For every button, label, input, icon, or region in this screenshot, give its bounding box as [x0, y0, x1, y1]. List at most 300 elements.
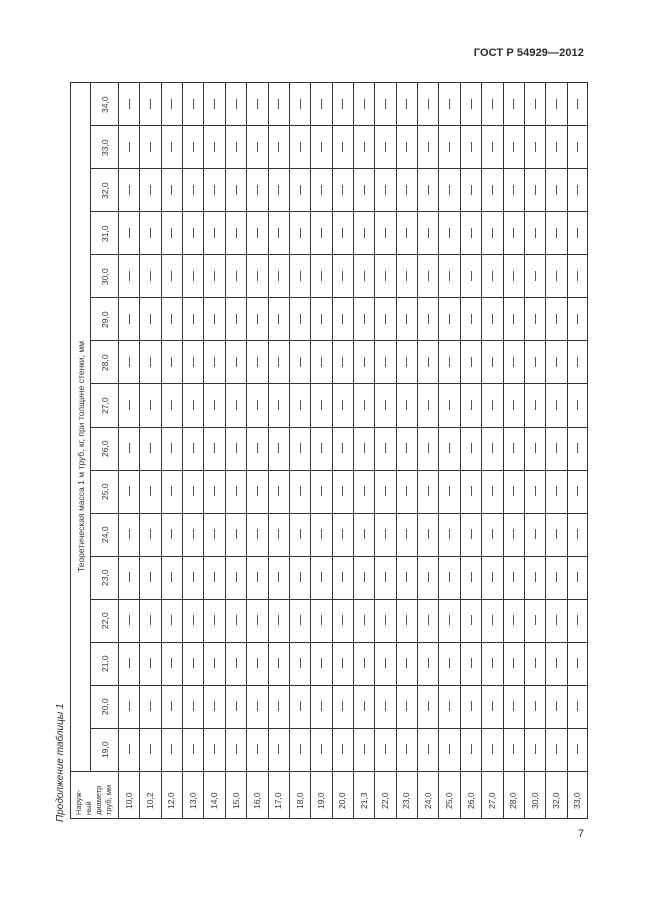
empty-value-cell [449, 357, 450, 367]
row-rule [90, 125, 588, 126]
empty-value-cell [321, 99, 322, 109]
empty-value-cell [364, 185, 365, 195]
empty-value-cell [236, 572, 237, 582]
empty-value-cell [129, 357, 130, 367]
empty-value-cell [214, 486, 215, 496]
empty-value-cell [214, 443, 215, 453]
empty-value-cell [428, 701, 429, 711]
empty-value-cell [129, 486, 130, 496]
empty-value-cell [171, 443, 172, 453]
empty-value-cell [278, 99, 279, 109]
empty-value-cell [492, 744, 493, 754]
empty-value-cell [449, 185, 450, 195]
empty-value-cell [193, 529, 194, 539]
row-rule [90, 556, 588, 557]
wall-thickness-label: 23,0 [100, 569, 110, 587]
empty-value-cell [364, 400, 365, 410]
empty-value-cell [171, 529, 172, 539]
empty-value-cell [513, 314, 514, 324]
column-rule [332, 82, 333, 819]
empty-value-cell [193, 744, 194, 754]
empty-value-cell [577, 443, 578, 453]
empty-value-cell [406, 572, 407, 582]
empty-value-cell [236, 744, 237, 754]
wall-thickness-label: 28,0 [100, 354, 110, 371]
empty-value-cell [236, 486, 237, 496]
row-rule [90, 254, 588, 255]
empty-value-cell [193, 99, 194, 109]
empty-value-cell [471, 271, 472, 281]
empty-value-cell [278, 314, 279, 324]
empty-value-cell [321, 271, 322, 281]
empty-value-cell [236, 228, 237, 238]
empty-value-cell [321, 529, 322, 539]
empty-value-cell [300, 572, 301, 582]
empty-value-cell [321, 486, 322, 496]
empty-value-cell [236, 529, 237, 539]
empty-value-cell [428, 572, 429, 582]
column-rule [118, 82, 119, 819]
empty-value-cell [129, 99, 130, 109]
empty-value-cell [278, 357, 279, 367]
empty-value-cell [406, 314, 407, 324]
empty-value-cell [449, 486, 450, 496]
empty-value-cell [428, 400, 429, 410]
empty-value-cell [535, 400, 536, 410]
empty-value-cell [214, 142, 215, 152]
empty-value-cell [449, 744, 450, 754]
empty-value-cell [406, 99, 407, 109]
empty-value-cell [364, 486, 365, 496]
empty-value-cell [556, 443, 557, 453]
empty-value-cell [171, 271, 172, 281]
empty-value-cell [342, 529, 343, 539]
empty-value-cell [129, 142, 130, 152]
empty-value-cell [364, 572, 365, 582]
empty-value-cell [513, 228, 514, 238]
empty-value-cell [129, 744, 130, 754]
column-rule [161, 82, 162, 819]
empty-value-cell [556, 701, 557, 711]
empty-value-cell [193, 572, 194, 582]
empty-value-cell [257, 744, 258, 754]
empty-value-cell [428, 357, 429, 367]
column-rule [587, 82, 588, 819]
empty-value-cell [300, 400, 301, 410]
empty-value-cell [471, 185, 472, 195]
empty-value-cell [385, 658, 386, 668]
column-rule [70, 82, 71, 819]
empty-value-cell [577, 99, 578, 109]
wall-thickness-label: 30,0 [100, 268, 110, 285]
wall-thickness-label: 33,0 [100, 139, 110, 156]
empty-value-cell [321, 357, 322, 367]
empty-value-cell [193, 658, 194, 668]
outer-diameter-label: 13,0 [187, 792, 198, 809]
empty-value-cell [214, 701, 215, 711]
empty-value-cell [129, 701, 130, 711]
empty-value-cell [471, 99, 472, 109]
column-rule [481, 82, 482, 819]
empty-value-cell [471, 701, 472, 711]
empty-value-cell [257, 228, 258, 238]
empty-value-cell [577, 357, 578, 367]
empty-value-cell [535, 443, 536, 453]
empty-value-cell [577, 228, 578, 238]
empty-value-cell [171, 142, 172, 152]
empty-value-cell [492, 99, 493, 109]
column-rule [289, 82, 290, 819]
empty-value-cell [193, 185, 194, 195]
column-rule [203, 82, 204, 819]
empty-value-cell [321, 744, 322, 754]
empty-value-cell [300, 529, 301, 539]
outer-diameter-label: 22,0 [380, 792, 391, 809]
empty-value-cell [535, 572, 536, 582]
outer-diameter-label: 20,0 [337, 792, 348, 809]
empty-value-cell [471, 529, 472, 539]
empty-value-cell [300, 142, 301, 152]
empty-value-cell [364, 314, 365, 324]
row-rule [70, 771, 588, 772]
empty-value-cell [171, 99, 172, 109]
outer-diameter-label: 15,0 [230, 792, 241, 809]
empty-value-cell [535, 228, 536, 238]
row-rule [90, 470, 588, 471]
outer-diameter-label: 30,0 [529, 792, 540, 809]
empty-value-cell [278, 529, 279, 539]
empty-value-cell [577, 185, 578, 195]
empty-value-cell [513, 400, 514, 410]
empty-value-cell [556, 228, 557, 238]
empty-value-cell [471, 228, 472, 238]
empty-value-cell [513, 744, 514, 754]
empty-value-cell [278, 228, 279, 238]
empty-value-cell [321, 572, 322, 582]
empty-value-cell [150, 572, 151, 582]
row-rule [90, 513, 588, 514]
empty-value-cell [150, 529, 151, 539]
empty-value-cell [492, 701, 493, 711]
empty-value-cell [214, 228, 215, 238]
od-header-line: труб, мм [104, 784, 113, 815]
empty-value-cell [492, 572, 493, 582]
empty-value-cell [257, 486, 258, 496]
empty-value-cell [278, 701, 279, 711]
outer-diameter-label: 18,0 [294, 792, 305, 809]
row-rule [90, 297, 588, 298]
empty-value-cell [129, 572, 130, 582]
empty-value-cell [257, 615, 258, 625]
empty-value-cell [406, 142, 407, 152]
outer-diameter-label: 23,0 [401, 792, 412, 809]
column-rule [545, 82, 546, 819]
empty-value-cell [257, 529, 258, 539]
empty-value-cell [577, 572, 578, 582]
empty-value-cell [257, 658, 258, 668]
column-rule [139, 82, 140, 819]
empty-value-cell [492, 443, 493, 453]
empty-value-cell [150, 314, 151, 324]
empty-value-cell [214, 615, 215, 625]
empty-value-cell [257, 400, 258, 410]
empty-value-cell [321, 314, 322, 324]
empty-value-cell [471, 400, 472, 410]
outer-diameter-label: 27,0 [486, 792, 497, 809]
empty-value-cell [342, 615, 343, 625]
empty-value-cell [492, 357, 493, 367]
od-header-line: ный [84, 801, 93, 815]
empty-value-cell [513, 658, 514, 668]
row-rule [70, 818, 588, 819]
empty-value-cell [171, 228, 172, 238]
outer-diameter-label: 12,0 [166, 792, 177, 809]
empty-value-cell [321, 228, 322, 238]
empty-value-cell [364, 142, 365, 152]
empty-value-cell [278, 271, 279, 281]
empty-value-cell [513, 271, 514, 281]
outer-diameter-label: 21,3 [358, 792, 369, 809]
empty-value-cell [236, 314, 237, 324]
wall-thickness-label: 32,0 [100, 182, 110, 199]
empty-value-cell [364, 228, 365, 238]
empty-value-cell [214, 314, 215, 324]
empty-value-cell [449, 314, 450, 324]
row-rule [90, 685, 588, 686]
empty-value-cell [449, 529, 450, 539]
empty-value-cell [129, 271, 130, 281]
wall-thickness-label: 22,0 [100, 612, 110, 630]
empty-value-cell [471, 314, 472, 324]
empty-value-cell [150, 486, 151, 496]
column-rule [268, 82, 269, 819]
empty-value-cell [214, 529, 215, 539]
empty-value-cell [449, 400, 450, 410]
empty-value-cell [214, 357, 215, 367]
column-rule [246, 82, 247, 819]
wall-thickness-label: 19,0 [100, 741, 110, 759]
empty-value-cell [535, 486, 536, 496]
empty-value-cell [342, 271, 343, 281]
empty-value-cell [300, 185, 301, 195]
group-header: Теоретическая масса 1 м труб, кг, при толщине стенки, мм [76, 340, 86, 572]
empty-value-cell [236, 443, 237, 453]
outer-diameter-label: 14,0 [209, 792, 220, 809]
empty-value-cell [150, 357, 151, 367]
empty-value-cell [577, 615, 578, 625]
empty-value-cell [342, 142, 343, 152]
empty-value-cell [428, 658, 429, 668]
wall-thickness-label: 27,0 [100, 397, 110, 414]
empty-value-cell [321, 443, 322, 453]
empty-value-cell [492, 142, 493, 152]
empty-value-cell [406, 744, 407, 754]
empty-value-cell [236, 99, 237, 109]
empty-value-cell [577, 400, 578, 410]
empty-value-cell [278, 615, 279, 625]
empty-value-cell [364, 357, 365, 367]
empty-value-cell [278, 185, 279, 195]
empty-value-cell [150, 99, 151, 109]
empty-value-cell [406, 443, 407, 453]
empty-value-cell [556, 99, 557, 109]
empty-value-cell [513, 443, 514, 453]
empty-value-cell [150, 185, 151, 195]
empty-value-cell [385, 142, 386, 152]
empty-value-cell [278, 744, 279, 754]
empty-value-cell [513, 701, 514, 711]
empty-value-cell [471, 572, 472, 582]
empty-value-cell [535, 529, 536, 539]
wall-thickness-label: 24,0 [100, 526, 110, 544]
row-rule [90, 728, 588, 729]
empty-value-cell [492, 529, 493, 539]
empty-value-cell [449, 142, 450, 152]
empty-value-cell [471, 486, 472, 496]
empty-value-cell [364, 701, 365, 711]
empty-value-cell [406, 486, 407, 496]
empty-value-cell [471, 443, 472, 453]
empty-value-cell [150, 744, 151, 754]
empty-value-cell [171, 572, 172, 582]
column-rule [567, 82, 568, 819]
empty-value-cell [342, 228, 343, 238]
empty-value-cell [449, 701, 450, 711]
empty-value-cell [535, 99, 536, 109]
empty-value-cell [406, 271, 407, 281]
empty-value-cell [492, 658, 493, 668]
empty-value-cell [577, 142, 578, 152]
empty-value-cell [257, 443, 258, 453]
empty-value-cell [385, 357, 386, 367]
empty-value-cell [471, 615, 472, 625]
empty-value-cell [150, 142, 151, 152]
empty-value-cell [171, 486, 172, 496]
empty-value-cell [278, 142, 279, 152]
empty-value-cell [214, 400, 215, 410]
empty-value-cell [556, 572, 557, 582]
row-rule [90, 340, 588, 341]
empty-value-cell [428, 529, 429, 539]
empty-value-cell [535, 271, 536, 281]
column-rule [503, 82, 504, 819]
empty-value-cell [385, 185, 386, 195]
empty-value-cell [342, 486, 343, 496]
column-rule [182, 82, 183, 819]
empty-value-cell [278, 658, 279, 668]
empty-value-cell [300, 744, 301, 754]
empty-value-cell [300, 228, 301, 238]
empty-value-cell [406, 228, 407, 238]
empty-value-cell [556, 185, 557, 195]
empty-value-cell [556, 615, 557, 625]
empty-value-cell [193, 228, 194, 238]
empty-value-cell [171, 400, 172, 410]
empty-value-cell [321, 701, 322, 711]
empty-value-cell [556, 357, 557, 367]
empty-value-cell [364, 658, 365, 668]
empty-value-cell [129, 658, 130, 668]
empty-value-cell [278, 572, 279, 582]
empty-value-cell [428, 744, 429, 754]
empty-value-cell [150, 701, 151, 711]
empty-value-cell [214, 271, 215, 281]
data-table [70, 82, 588, 819]
empty-value-cell [428, 228, 429, 238]
empty-value-cell [556, 314, 557, 324]
empty-value-cell [535, 357, 536, 367]
column-rule [460, 82, 461, 819]
page-number: 7 [577, 828, 584, 840]
empty-value-cell [236, 701, 237, 711]
od-header-line: Наруж- [74, 789, 83, 815]
empty-value-cell [342, 572, 343, 582]
empty-value-cell [556, 271, 557, 281]
empty-value-cell [300, 486, 301, 496]
column-rule [353, 82, 354, 819]
empty-value-cell [300, 615, 301, 625]
empty-value-cell [449, 443, 450, 453]
empty-value-cell [236, 185, 237, 195]
row-rule [90, 168, 588, 169]
outer-diameter-label: 26,0 [465, 792, 476, 809]
empty-value-cell [428, 271, 429, 281]
empty-value-cell [449, 572, 450, 582]
row-rule [90, 383, 588, 384]
empty-value-cell [257, 701, 258, 711]
empty-value-cell [428, 99, 429, 109]
empty-value-cell [150, 658, 151, 668]
empty-value-cell [535, 615, 536, 625]
empty-value-cell [214, 744, 215, 754]
wall-thickness-label: 26,0 [100, 440, 110, 458]
outer-diameter-label: 10,0 [123, 792, 134, 809]
empty-value-cell [406, 529, 407, 539]
empty-value-cell [577, 271, 578, 281]
empty-value-cell [364, 529, 365, 539]
empty-value-cell [428, 314, 429, 324]
empty-value-cell [342, 400, 343, 410]
empty-value-cell [556, 658, 557, 668]
empty-value-cell [257, 185, 258, 195]
empty-value-cell [449, 99, 450, 109]
empty-value-cell [214, 185, 215, 195]
empty-value-cell [364, 615, 365, 625]
empty-value-cell [214, 99, 215, 109]
outer-diameter-label: 19,0 [315, 792, 326, 809]
od-header-line: диаметр [94, 785, 103, 815]
column-rule [225, 82, 226, 819]
column-rule [524, 82, 525, 819]
empty-value-cell [577, 744, 578, 754]
empty-value-cell [300, 271, 301, 281]
empty-value-cell [129, 615, 130, 625]
empty-value-cell [449, 228, 450, 238]
empty-value-cell [492, 228, 493, 238]
column-rule [374, 82, 375, 819]
empty-value-cell [556, 529, 557, 539]
wall-thickness-label: 20,0 [100, 698, 110, 716]
empty-value-cell [492, 314, 493, 324]
empty-value-cell [171, 185, 172, 195]
empty-value-cell [577, 658, 578, 668]
empty-value-cell [300, 357, 301, 367]
empty-value-cell [556, 400, 557, 410]
empty-value-cell [236, 658, 237, 668]
empty-value-cell [236, 142, 237, 152]
row-rule [70, 82, 588, 83]
empty-value-cell [257, 357, 258, 367]
